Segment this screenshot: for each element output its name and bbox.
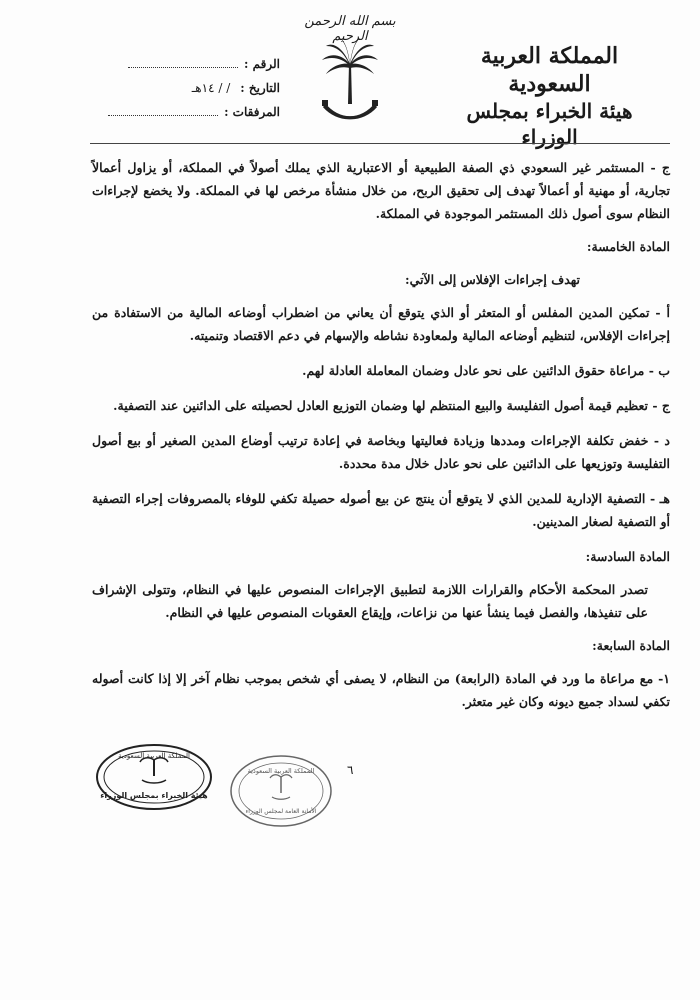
- org-name-line1: المملكة العربية السعودية: [480, 43, 619, 97]
- date-row: [90, 76, 280, 100]
- council-secretariat-seal-icon: [228, 753, 334, 829]
- article5-item-b: ب - مراعاة حقوق الدائنين على نحو عادل وضمان المعاملة العادلة لهم.: [302, 363, 670, 378]
- article5-item-e: هـ - التصفية الإدارية للمدين الذي لا يتوقع أن ينتج عن بيع أصوله حصيلة تكفي للوفاء بالمصروفات إجراء التصفية أو التصفية لصغار المدينين.: [92, 491, 670, 529]
- article5-heading: المادة الخامسة:: [586, 239, 670, 254]
- paragraph-c: ج - المستثمر غير السعودي ذي الصفة الطبيعية أو الاعتبارية الذي يملك أصولاً في المملكة، أو يزاول أعمالاً تجارية، أو مهنية أو أعمالاً تهدف إلى تحقيق الربح، من خلال منشأة مرخص لها في المملكة. ولا يخضع لإجراءات النظام سوى أصول ذلك المستثمر الموجودة في المملكة.: [92, 160, 670, 221]
- seal1-top-text: المملكة العربية السعودية: [118, 752, 190, 760]
- date-label: التاريخ :: [240, 81, 280, 95]
- seal1-bottom-text: هيئة الخبراء بمجلس الوزراء: [100, 791, 208, 800]
- reference-block: [90, 52, 280, 124]
- seal2-top-text: المملكة العربية السعودية: [247, 767, 315, 775]
- attachments-row: [90, 100, 280, 124]
- seal2-bottom-text: الأمانة العامة لمجلس الوزراء: [245, 808, 317, 815]
- article5-item-d: د - خفض تكلفة الإجراءات ومددها وزيادة فعاليتها وبخاصة في إعادة ترتيب أوضاع المدين الصغير أو بيع أصول التفليسة وتوزيعها على الدائنين على نحو عادل خلال مدة محددة.: [92, 433, 670, 471]
- document-body: [92, 156, 670, 723]
- reference-label: الرقم :: [244, 57, 280, 71]
- article6-text: تصدر المحكمة الأحكام والقرارات اللازمة لتطبيق الإجراءات المنصوص عليها في النظام، وتتولى الإشراف على تنفيذها، والفصل فيما ينشأ عنها من نزاعات، وإيقاع العقوبات المنصوص عليها في النظام.: [92, 582, 648, 620]
- header-divider: [90, 143, 670, 144]
- article5-item-c: ج - تعظيم قيمة أصول التفليسة والبيع المنتظم لها وضمان التوزيع العادل لحصيلته على الدائنين عند التصفية.: [113, 398, 670, 413]
- experts-commission-seal-icon: [94, 742, 214, 812]
- attachments-label: المرفقات :: [224, 105, 280, 119]
- organization-header: [437, 42, 662, 150]
- basmala: بسم الله الرحمن الرحيم: [304, 14, 396, 44]
- article7-item-1: ١- مع مراعاة ما ورد في المادة (الرابعة) من النظام، لا يصفى أي شخص بموجب نظام آخر إلا إذا كانت أصوله تكفي لسداد جميع ديونه وكان غير متعثر.: [92, 671, 670, 709]
- article5-intro: تهدف إجراءات الإفلاس إلى الآتي:: [405, 272, 580, 287]
- org-name-line2: هيئة الخبراء بمجلس الوزراء: [466, 99, 633, 149]
- attachments-blank: [108, 115, 218, 116]
- article7-heading: المادة السابعة:: [592, 638, 670, 653]
- reference-blank: [128, 67, 238, 68]
- reference-row: [90, 52, 280, 76]
- article5-item-a: أ - تمكين المدين المفلس أو المتعثر أو الذي يتوقع أن يعاني من اضطراب أوضاعه المالية من الاستفادة من إجراءات الإفلاس، لتنظيم أوضاعه المالية ولمعاودة نشاطه والإسهام في دعم الاقتصاد وتنميته.: [92, 305, 670, 343]
- saudi-emblem-icon: [318, 34, 382, 130]
- page-number: ٦: [347, 763, 354, 777]
- date-value: / / ١٤هـ: [191, 81, 231, 95]
- article6-heading: المادة السادسة:: [585, 549, 670, 564]
